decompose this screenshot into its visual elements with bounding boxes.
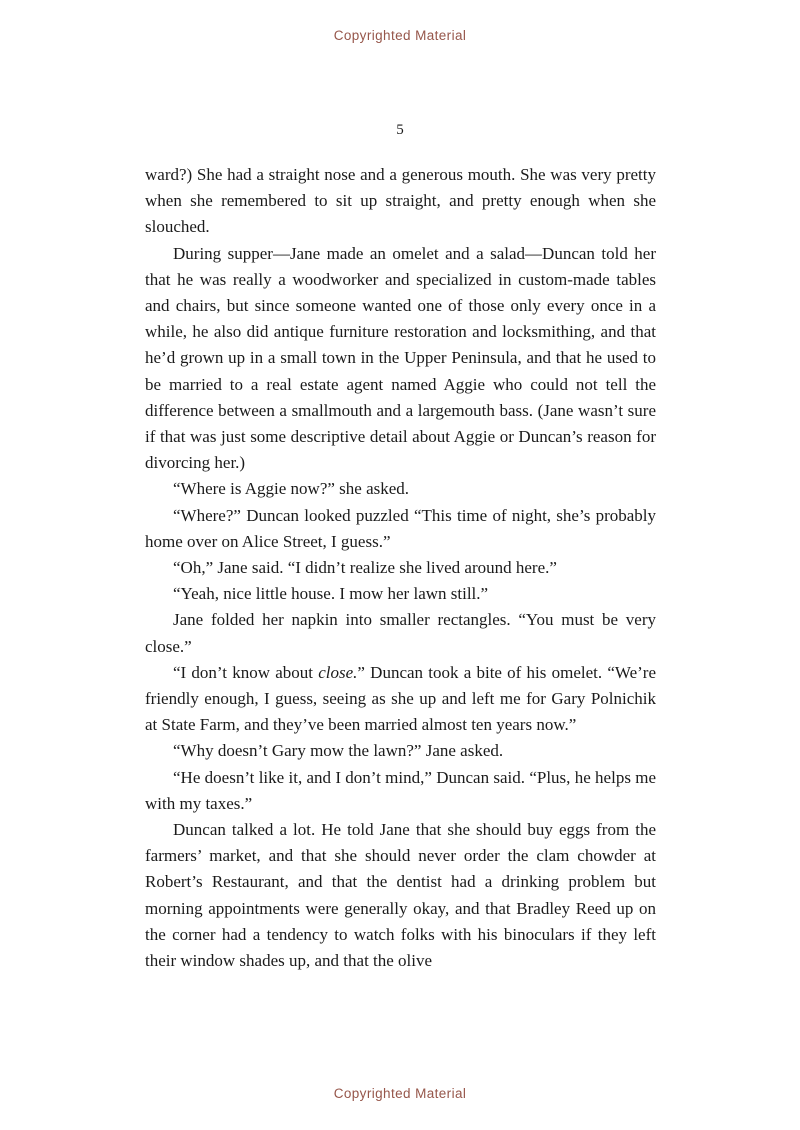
- body-paragraph: [145, 555, 656, 581]
- body-paragraph: [145, 660, 656, 739]
- text-segment: “Yeah, nice little house. I mow her lawn still.”: [173, 584, 489, 604]
- body-paragraph: [145, 241, 656, 477]
- text-segment: Duncan talked a lot. He told Jane that she should buy eggs from the farmers’ market, and that she should never order the clam chowder at Robert’s Restaurant, and that the dentist had a drinking problem but morning appointments were generally okay, and that Bradley Reed up on the corner had a tendency to watch folks with his binoculars if they left their window shades up, and that the olive: [145, 820, 656, 971]
- body-paragraph: [145, 765, 656, 817]
- body-paragraph: [145, 581, 656, 607]
- copyright-watermark-bottom: Copyrighted Material: [333, 1086, 467, 1101]
- text-segment: Jane folded her napkin into smaller rectangles. “You must be very close.”: [145, 610, 656, 656]
- body-paragraph: [145, 503, 656, 555]
- text-segment: ward?) She had a straight nose and a generous mouth. She was very pretty when she remembered to sit up straight, and pretty enough when she slouched.: [145, 165, 656, 237]
- text-segment: “Why doesn’t Gary mow the lawn?” Jane asked.: [173, 741, 504, 761]
- page-number: 5: [396, 122, 404, 138]
- copyright-watermark-top: Copyrighted Material: [333, 28, 467, 43]
- body-paragraph: [145, 162, 656, 241]
- text-segment: During supper—Jane made an omelet and a salad—Duncan told her that he was really a woodworker and specialized in custom-made tables and chairs, but since someone wanted one of those only every once in a while, he also did antique furniture restoration and locksmithing, and that he’d grown up in a small town in the Upper Peninsula, and that he used to be married to a real estate agent named Aggie who could not tell the difference between a smallmouth and a largemouth bass. (Jane wasn’t sure if that was just some descriptive detail about Aggie or Duncan’s reason for divorcing her.): [145, 243, 656, 473]
- text-segment: “Where?” Duncan looked puzzled “This time of night, she’s probably home over on Alice Street, I guess.”: [145, 505, 656, 551]
- text-segment: ” Duncan took a bite of his omelet. “We’re friendly enough, I guess, seeing as she up and left me for Gary Polnichik at State Farm, and they’ve been married almost ten years now.”: [145, 662, 656, 735]
- italic-text-segment: close.: [318, 662, 358, 682]
- body-text: [145, 162, 656, 974]
- text-segment: “Oh,” Jane said. “I didn’t realize she lived around here.”: [173, 558, 557, 578]
- body-paragraph: [145, 738, 656, 764]
- text-segment: “I don’t know about: [173, 662, 319, 682]
- body-paragraph: [145, 476, 656, 502]
- text-segment: “Where is Aggie now?” she asked.: [173, 479, 410, 499]
- body-paragraph: [145, 817, 656, 974]
- text-segment: “He doesn’t like it, and I don’t mind,” Duncan said. “Plus, he helps me with my taxes.”: [145, 767, 656, 813]
- body-paragraph: [145, 607, 656, 659]
